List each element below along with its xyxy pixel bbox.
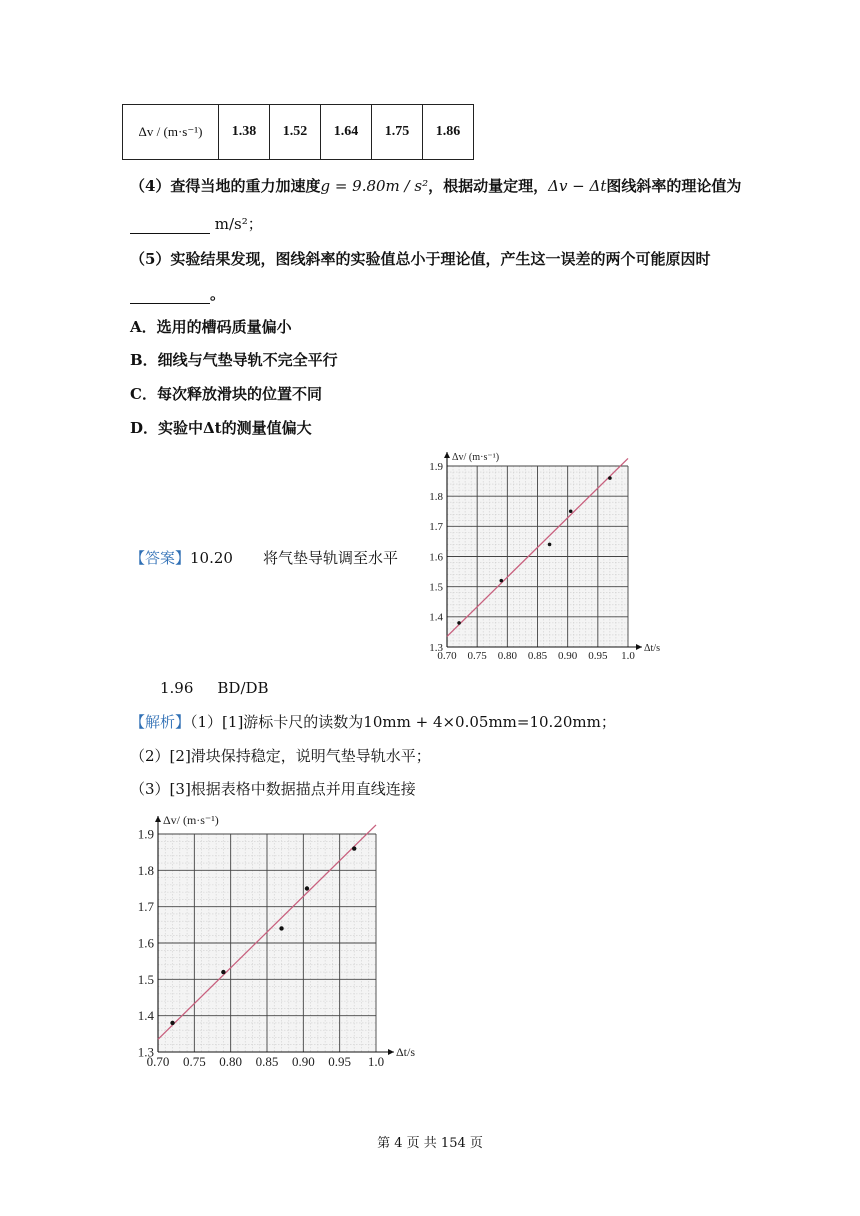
answer-line-2 xyxy=(160,678,269,698)
analysis-line-1 xyxy=(130,712,616,732)
y-tick-label: 1.8 xyxy=(429,491,443,504)
q4-answer-line xyxy=(130,214,263,234)
y-tick-label: 1.9 xyxy=(429,460,443,473)
table-cell: 1.86 xyxy=(423,105,474,160)
page-footer: 第 4 页 共 154 页 xyxy=(377,1136,483,1151)
x-tick-label: 0.90 xyxy=(558,650,578,662)
analysis-label: 【解析】 xyxy=(130,713,191,731)
y-tick-label: 1.5 xyxy=(429,581,443,594)
y-axis-arrow-icon xyxy=(444,452,450,458)
answer-blank xyxy=(130,217,210,234)
table-cell: 1.38 xyxy=(219,105,270,160)
y-axis-arrow-icon xyxy=(155,816,161,822)
x-tick-label: 0.70 xyxy=(437,650,457,662)
data-point xyxy=(305,886,309,890)
data-table xyxy=(122,104,474,160)
y-tick-label: 1.7 xyxy=(137,899,154,915)
q5-end: 。 xyxy=(210,285,226,303)
y-tick-label: 1.7 xyxy=(429,521,443,534)
y-tick-label: 1.9 xyxy=(137,826,154,842)
option-a: A．选用的槽码质量偏小 xyxy=(130,318,292,336)
answer-line xyxy=(130,548,398,568)
y-tick-label: 1.3 xyxy=(429,641,443,654)
table-cell: 1.75 xyxy=(372,105,423,160)
question-4 xyxy=(130,176,741,196)
x-axis-arrow-icon xyxy=(636,644,642,650)
y-tick-label: 1.3 xyxy=(137,1044,154,1060)
answer-label: 【答案】 xyxy=(130,549,191,567)
q4-graph-symbol: Δv − Δt xyxy=(548,177,607,195)
x-tick-label: 0.85 xyxy=(255,1054,279,1069)
data-point xyxy=(457,621,461,625)
data-point xyxy=(170,1021,174,1025)
data-point xyxy=(221,970,225,974)
data-point xyxy=(569,509,573,513)
x-tick-label: 0.95 xyxy=(328,1054,352,1069)
x-tick-label: 0.75 xyxy=(467,650,487,662)
answer-value-1: 10.20 xyxy=(190,549,233,567)
q4-formula: g = 9.80m / s² xyxy=(320,177,429,195)
answer-value-3: 1.96 xyxy=(160,679,194,697)
answer-blank xyxy=(130,287,210,304)
answer-chart xyxy=(420,440,672,672)
answer-value-2: 将气垫导轨调至水平 xyxy=(262,549,398,567)
x-tick-label: 0.80 xyxy=(219,1054,243,1069)
analysis-line-2: （2）[2]滑块保持稳定，说明气垫导轨水平； xyxy=(130,747,431,765)
data-point xyxy=(548,543,552,547)
q4-unit: m/s²； xyxy=(214,215,263,233)
question-5: （5）实验结果发现，图线斜率的实验值总小于理论值，产生这一误差的两个可能原因时 xyxy=(130,250,711,268)
x-tick-label: 0.95 xyxy=(588,650,608,662)
y-tick-label: 1.4 xyxy=(429,611,443,624)
y-axis-label: Δv/ (m·s⁻¹) xyxy=(452,452,500,463)
q4-prefix: （4）查得当地的重力加速度 xyxy=(130,177,321,195)
data-point xyxy=(279,926,283,930)
table-header-cell: Δv / (m·s⁻¹) xyxy=(123,105,219,160)
answer-value-4: BD/DB xyxy=(217,679,269,697)
x-tick-label: 0.75 xyxy=(182,1054,206,1069)
analysis-text-1: （1）[1]游标卡尺的读数为10mm + 4×0.05mm=10.20mm； xyxy=(190,713,616,731)
q4-mid: ，根据动量定理， xyxy=(428,177,549,195)
option-b: B．细线与气垫导轨不完全平行 xyxy=(130,351,338,369)
table-cell: 1.52 xyxy=(270,105,321,160)
option-d: D．实验中Δt的测量值偏大 xyxy=(130,419,312,437)
y-tick-label: 1.8 xyxy=(137,862,154,878)
x-axis-arrow-icon xyxy=(388,1049,394,1055)
y-tick-label: 1.4 xyxy=(137,1008,154,1024)
q4-suffix: 图线斜率的理论值为 xyxy=(606,177,742,195)
y-tick-label: 1.6 xyxy=(137,935,154,951)
analysis-line-3: （3）[3]根据表格中数据描点并用直线连接 xyxy=(130,780,416,798)
option-c: C．每次释放滑块的位置不同 xyxy=(130,385,322,403)
data-point xyxy=(608,476,612,480)
table-row xyxy=(123,105,474,160)
x-axis-label: Δt/s xyxy=(396,1045,415,1059)
analysis-chart xyxy=(128,800,430,1076)
y-axis-label: Δv/ (m·s⁻¹) xyxy=(163,813,219,827)
x-tick-label: 0.85 xyxy=(527,650,548,662)
y-tick-label: 1.5 xyxy=(137,971,154,987)
x-tick-label: 0.90 xyxy=(291,1054,315,1069)
x-tick-label: 0.80 xyxy=(497,650,517,662)
x-axis-label: Δt/s xyxy=(644,643,661,654)
y-tick-label: 1.6 xyxy=(429,551,443,564)
table-cell: 1.64 xyxy=(321,105,372,160)
x-tick-label: 1.0 xyxy=(367,1054,385,1069)
q5-answer-line xyxy=(130,284,225,304)
x-tick-label: 0.70 xyxy=(146,1054,170,1069)
x-tick-label: 1.0 xyxy=(621,650,635,662)
data-point xyxy=(500,579,504,583)
data-point xyxy=(352,846,356,850)
